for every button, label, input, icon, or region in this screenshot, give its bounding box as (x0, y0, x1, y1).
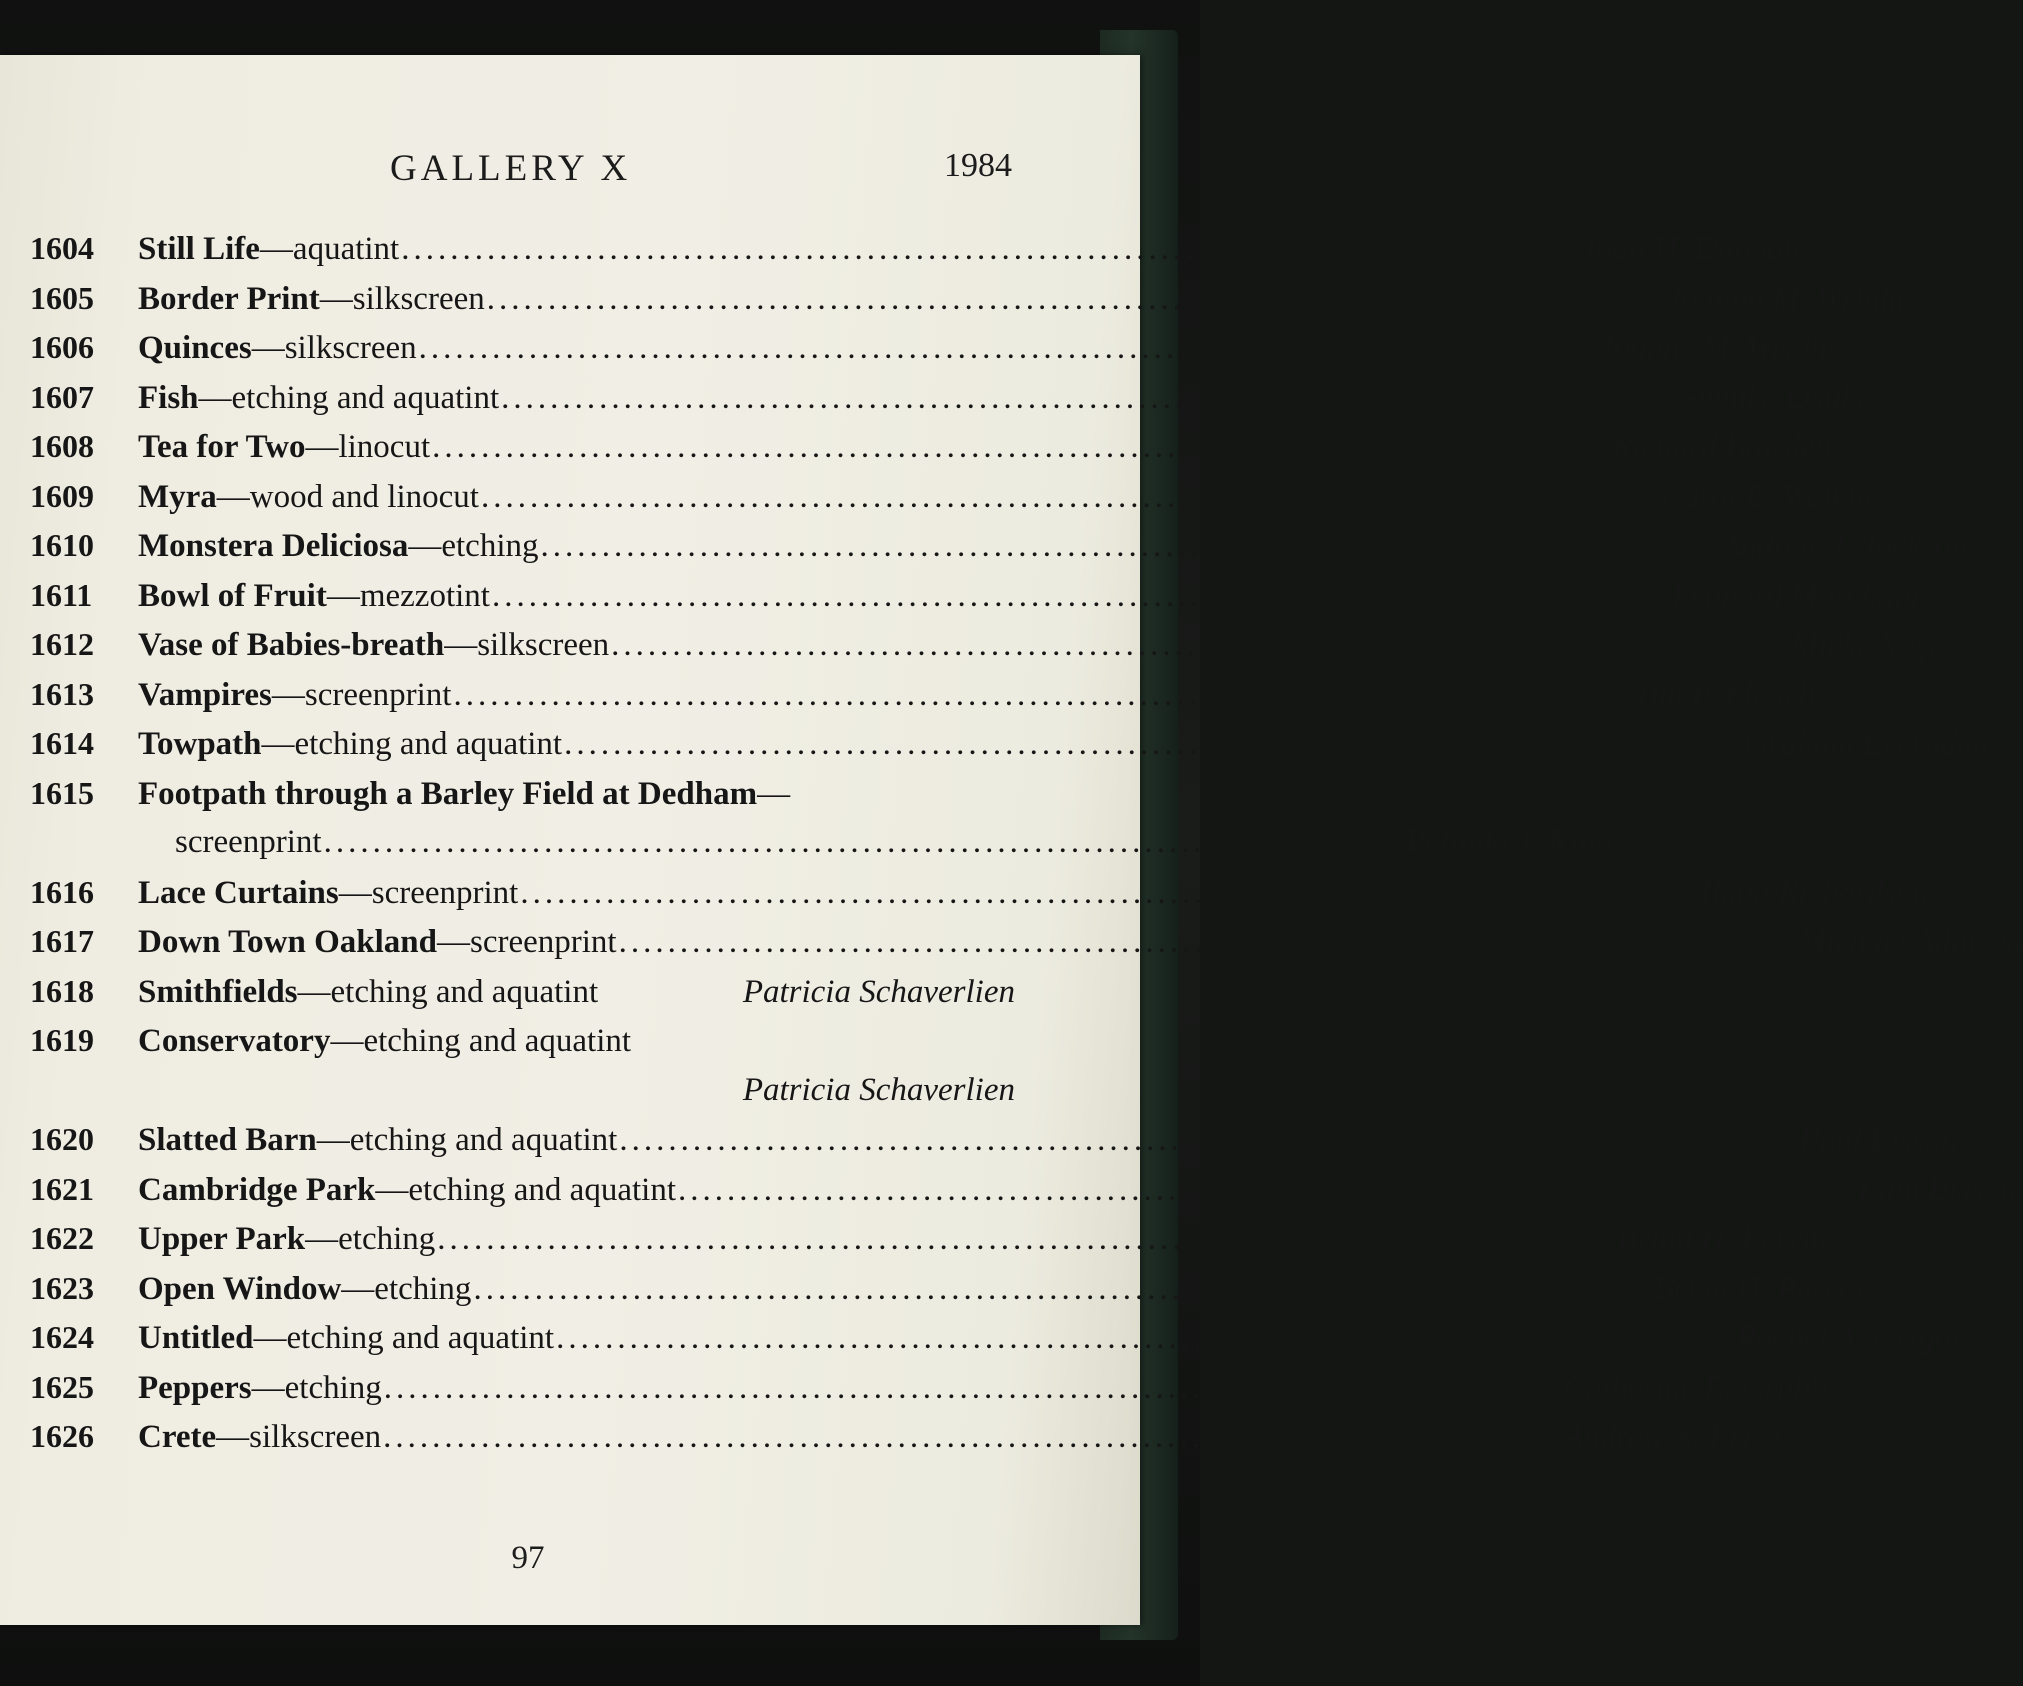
entry-number: 1608 (30, 428, 94, 464)
dot-leader: ........................................................................................ (323, 824, 1402, 860)
catalogue-entry (30, 1170, 2017, 1221)
entry-medium: —etching and aquatint (253, 1320, 555, 1356)
dot-leader (430, 429, 1608, 466)
entry-medium: —screenprint (436, 924, 617, 960)
catalogue-entry (30, 675, 1816, 726)
entry-medium: —linocut (305, 429, 431, 465)
dot-leader (490, 578, 1668, 615)
entry-artist: Joanna M. Wright (1666, 280, 1906, 317)
entry-title: Peppers (138, 1369, 252, 1406)
entry-continuation (30, 1072, 1015, 1122)
entry-number: 1611 (30, 576, 93, 613)
dot-leader (381, 1419, 1559, 1456)
entry-number: 1619 (30, 1022, 94, 1058)
page-number: 97 (511, 1540, 545, 1576)
entry-number: 1609 (30, 477, 94, 514)
entry-artist: Brian H. Perrin (1653, 1270, 1864, 1307)
catalogue-entry (30, 1319, 1964, 1369)
entry-medium: —etching (408, 528, 539, 564)
entry-medium: —etching and aquatint (375, 1171, 676, 1208)
entry-medium: —silkscreen (216, 1419, 382, 1455)
dot-leader (539, 528, 1717, 565)
dot-leader (451, 677, 1629, 714)
entry-artist: Rachel A. Grigor (1736, 1320, 1964, 1356)
entry-number: 1625 (30, 1368, 94, 1405)
entry-number: 1604 (30, 230, 94, 266)
entry-artist: Brian H. Perrin (1617, 1221, 1828, 1257)
catalogue-entry (30, 1418, 1781, 1468)
entry-artist: Sumiko Okubo (1681, 379, 1875, 416)
dot-leader (499, 380, 1677, 417)
entry-number: 1606 (30, 329, 94, 365)
entry-medium: —silkscreen (444, 627, 610, 663)
dot-leader (417, 330, 1595, 367)
dot-leader (562, 726, 1740, 763)
entry-artist: Andrew A. Price (1563, 1419, 1781, 1455)
dot-leader (485, 281, 1663, 318)
dot-leader (617, 1122, 1795, 1159)
entry-title: Footpath through a Barley Field at Dedham (138, 775, 758, 812)
catalogue-entry (30, 329, 1837, 379)
entry-title: Myra (138, 478, 217, 515)
entry-artist: Ilana Richardson (1700, 874, 1930, 911)
entry-number: 1614 (30, 725, 94, 761)
dot-leader (554, 1320, 1732, 1357)
catalogue-entry (30, 230, 1803, 280)
catalogue-entry (30, 725, 1989, 775)
entry-artist: Andrew J. Jackson (1720, 528, 1968, 564)
entry-title: Crete (138, 1419, 217, 1455)
entry-title: Smithfields (138, 973, 298, 1010)
entry-number: 1615 (30, 774, 94, 811)
entry-medium: —etching and aquatint (316, 1122, 618, 1158)
catalogue-entry (30, 477, 1882, 528)
catalogue-entry (30, 576, 1920, 627)
entry-medium-continued: screenprint (175, 824, 322, 860)
entry-medium: —etching (251, 1369, 382, 1406)
catalogue-page (0, 55, 2023, 1625)
entry-artist: Patricia Schaverlien (742, 973, 1015, 1010)
entry-number: 1623 (30, 1269, 94, 1306)
entry-title: Slatted Barn (138, 1122, 317, 1158)
entry-number: 1613 (30, 675, 94, 712)
entry-number: 1618 (30, 972, 94, 1009)
catalogue-entry (30, 1368, 1827, 1419)
entry-number: 1624 (30, 1319, 94, 1355)
entry-artist: Joan H. Dannatt (1581, 231, 1803, 267)
entry-artist: Richard Bawden (1612, 429, 1832, 465)
entry-title: Still Life (138, 231, 260, 267)
entry-artist: Catherine E. Grubb (1563, 1369, 1827, 1406)
entry-number: 1612 (30, 626, 94, 662)
entry-medium: —etching and aquatint (261, 726, 563, 762)
entry-medium: —etching and aquatint (297, 973, 599, 1010)
catalogue-entry (30, 1022, 1015, 1072)
entry-medium: —screenprint (271, 676, 452, 713)
entry-title: Border Print (138, 280, 320, 317)
entry-title: Fish (138, 379, 199, 416)
dot-leader (479, 479, 1657, 516)
entry-artist: Joanne M. Wright (1598, 330, 1837, 366)
entry-medium: —silkscreen (251, 330, 417, 366)
entry-title: Open Window (138, 1270, 342, 1307)
gallery-title: GALLERY X (390, 148, 632, 189)
entry-title: Untitled (138, 1320, 254, 1356)
entry-title: Monstera Deliciosa (138, 528, 409, 564)
entry-artist: Patricia Schaverlien (742, 1071, 1015, 1108)
dot-leader (617, 924, 1795, 961)
entry-number: 1607 (30, 378, 94, 415)
entry-number: 1616 (30, 873, 94, 910)
entry-medium: —silkscreen (319, 280, 485, 317)
entry-artist: Belinda J. King (1405, 824, 1612, 860)
dot-leader (676, 1172, 1854, 1209)
entry-title: Upper Park (138, 1221, 306, 1257)
catalogue-entry (30, 626, 1945, 676)
catalogue-entry (30, 428, 1832, 478)
entry-medium: —mezzotint (326, 577, 490, 614)
entry-title: Bowl of Fruit (138, 577, 327, 614)
entry-medium: —screenprint (338, 874, 519, 911)
entry-medium: — (757, 775, 791, 812)
entry-title: Cambridge Park (138, 1171, 376, 1208)
entry-artist: Tim P. Elcoch (1633, 676, 1816, 713)
entry-title: Towpath (138, 726, 262, 762)
entry-number: 1620 (30, 1121, 94, 1157)
entry-artist: Graham Evernden (1744, 726, 1989, 762)
entry-title: Vase of Babies-breath (138, 627, 445, 663)
catalogue-entry (30, 1121, 1958, 1171)
entry-number: 1605 (30, 279, 94, 316)
entry-number: 1617 (30, 923, 94, 959)
dot-leader (435, 1221, 1613, 1258)
catalogue-entry (30, 973, 1015, 1023)
entry-title: Down Town Oakland (138, 924, 437, 960)
catalogue-entry (30, 923, 2023, 973)
entry-medium: —etching and aquatint (330, 1023, 632, 1059)
entry-artist: Paul Bisson (1799, 1122, 1958, 1158)
catalogue-entry (30, 279, 1906, 330)
entry-list (30, 230, 2023, 1468)
entry-number: 1610 (30, 527, 94, 563)
dot-leader (382, 1370, 1560, 1407)
dot-leader (399, 231, 1577, 268)
catalogue-entry (30, 378, 1875, 429)
entry-medium: —wood and linocut (216, 478, 479, 515)
catalogue-entry (30, 1269, 1864, 1320)
catalogue-year: 1984 (944, 147, 1012, 184)
dot-leader (518, 875, 1696, 912)
page-header (0, 147, 1140, 197)
entry-artist: Carol E. Walklin (1660, 478, 1882, 515)
entry-medium: —etching (341, 1270, 472, 1307)
entry-title: Tea for Two (138, 429, 306, 465)
catalogue-entry (30, 1220, 1828, 1270)
entry-medium: —etching (305, 1221, 436, 1257)
entry-artist: Leonard Marchant (1671, 577, 1920, 614)
entry-artist: Michael Addison (1798, 924, 2023, 960)
entry-medium: —aquatint (259, 231, 400, 267)
entry-title: Quinces (138, 330, 252, 366)
dot-leader (609, 627, 1787, 664)
entry-continuation (30, 824, 1612, 874)
entry-number: 1622 (30, 1220, 94, 1256)
catalogue-entry (30, 775, 1015, 825)
entry-title: Conservatory (138, 1023, 331, 1059)
entry-artist: Paul Bisson (1857, 1171, 2017, 1208)
entry-number: 1626 (30, 1418, 94, 1454)
entry-number: 1621 (30, 1170, 94, 1207)
entry-artist: Mieko Voçe (1791, 627, 1945, 663)
entry-title: Lace Curtains (138, 874, 339, 911)
entry-title: Vampires (138, 676, 272, 713)
dot-leader (471, 1271, 1649, 1308)
catalogue-entry (30, 527, 1968, 577)
catalogue-entry (30, 873, 1930, 924)
entry-medium: —etching and aquatint (198, 379, 500, 416)
